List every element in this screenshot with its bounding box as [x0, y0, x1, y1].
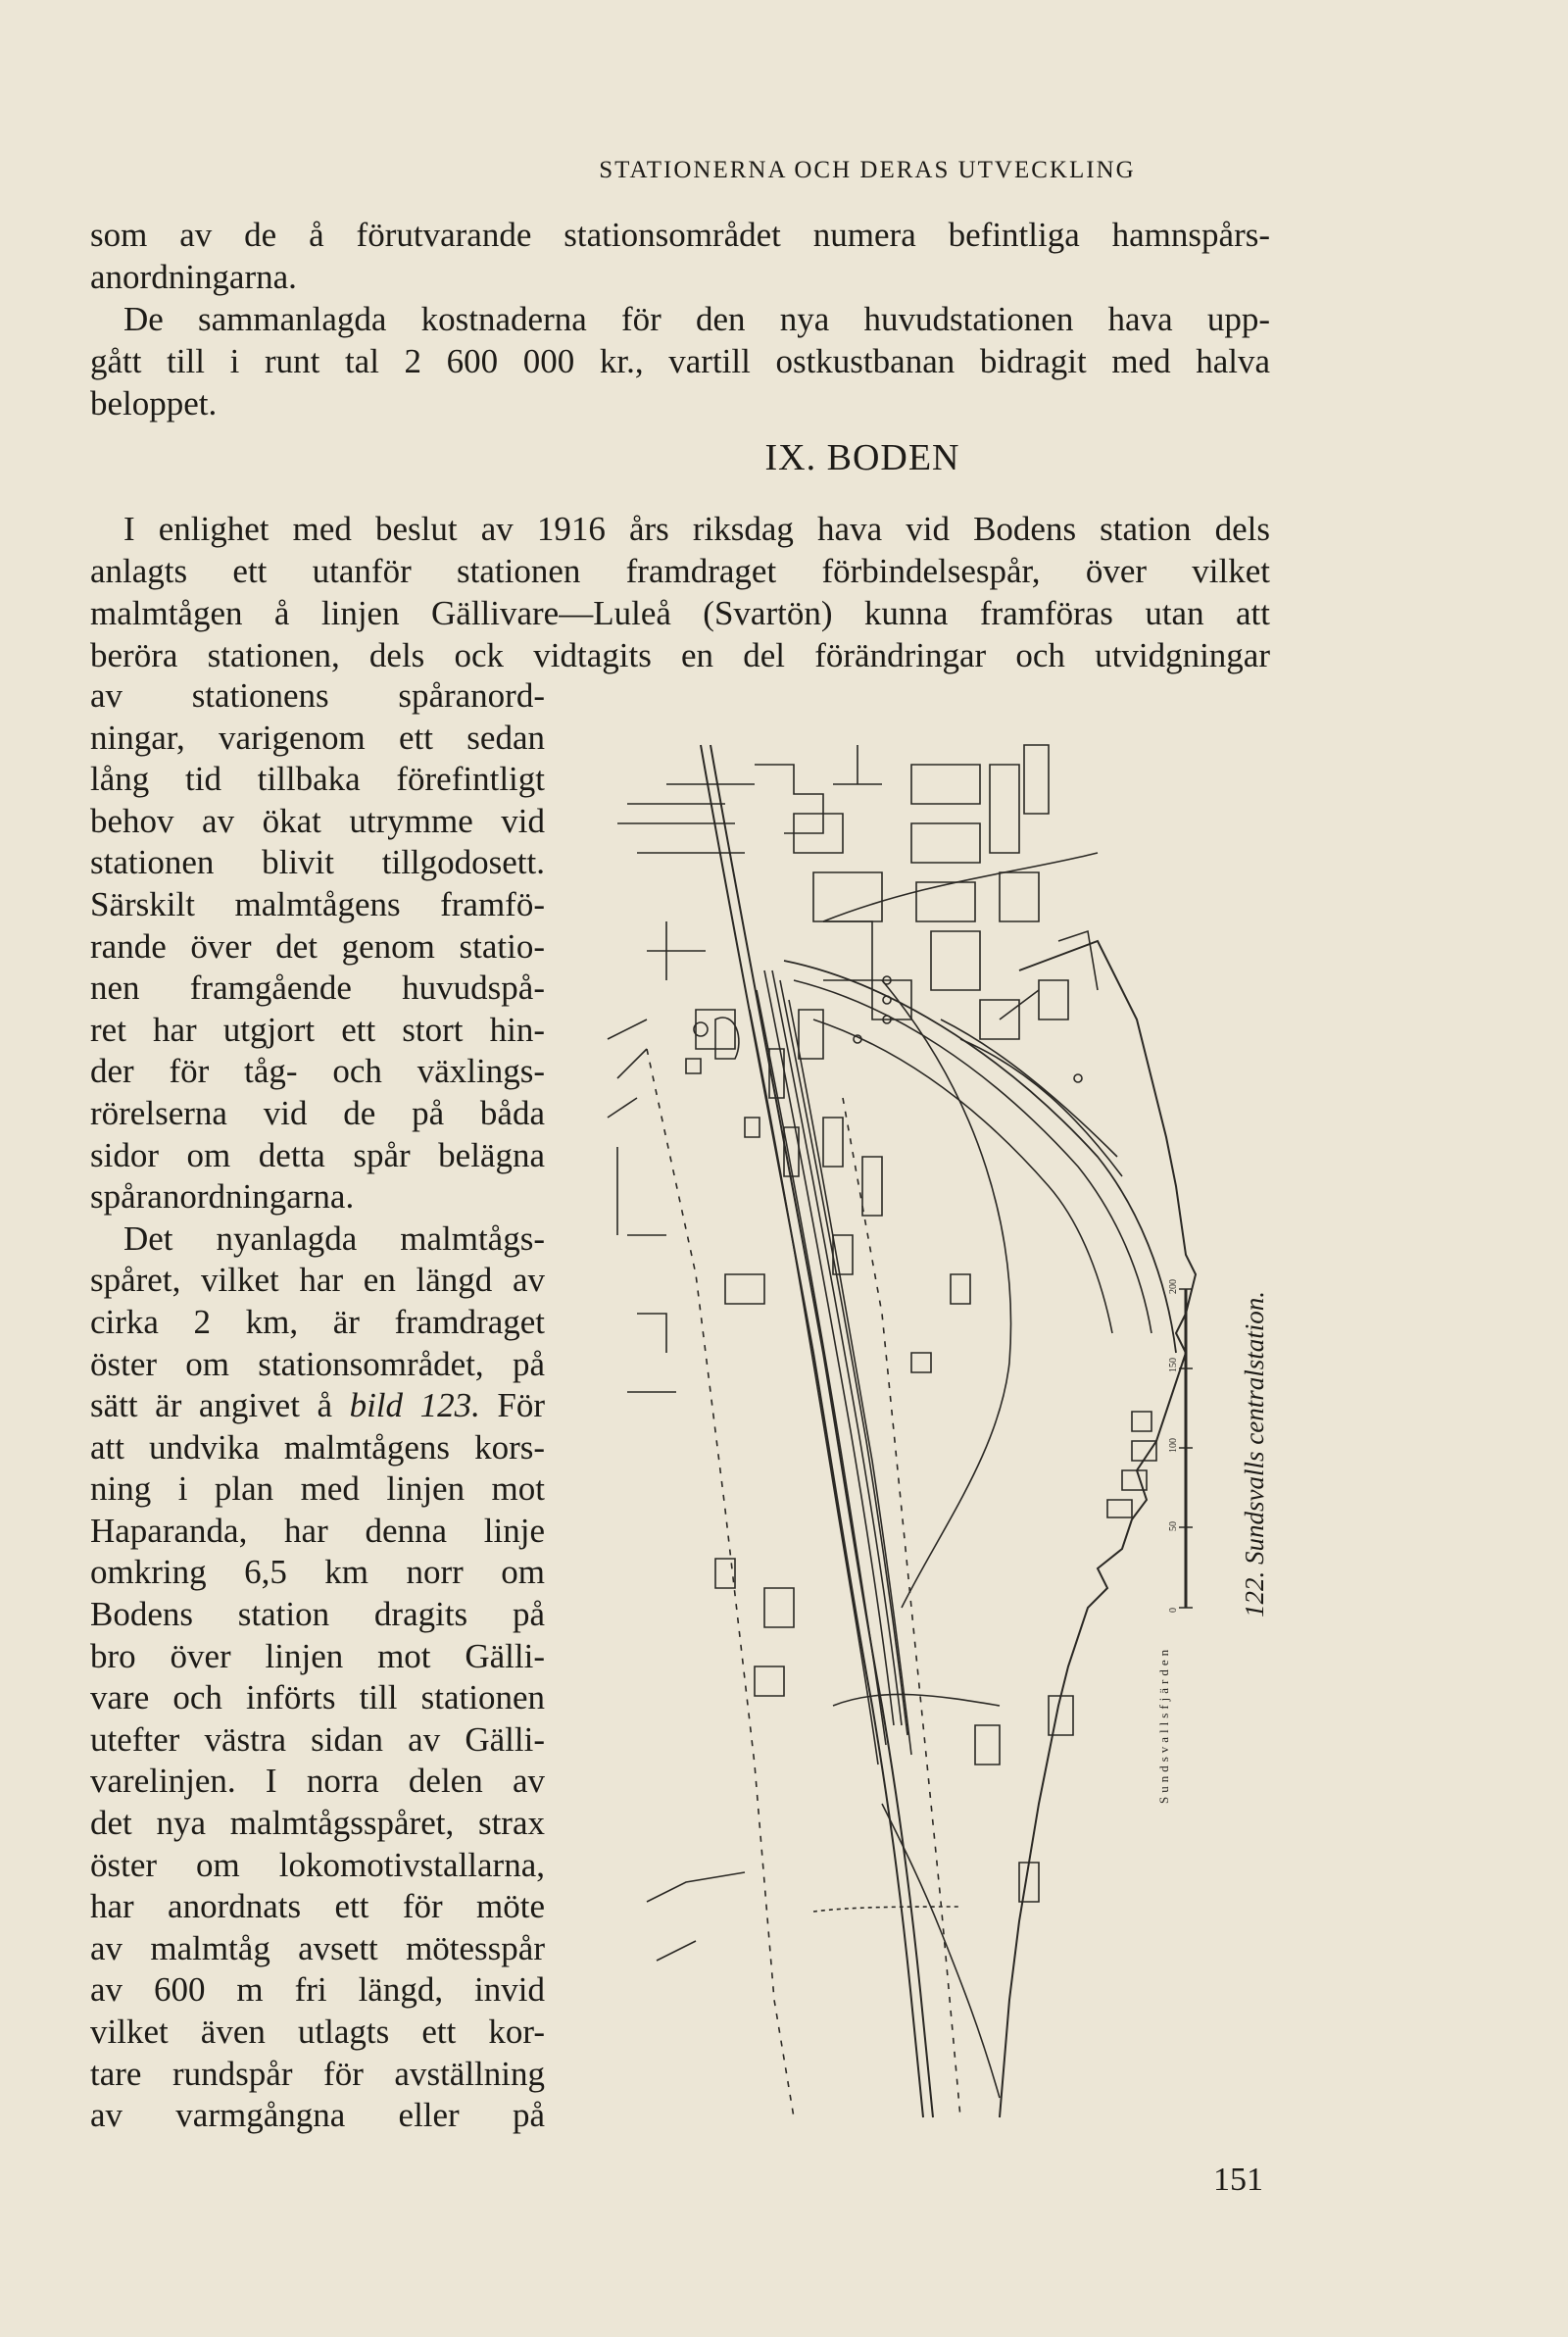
station-map: [588, 725, 1215, 2137]
text-line: att undvika malmtågens kors-: [90, 1427, 545, 1467]
text-line: av stationens spåranord-: [90, 676, 545, 715]
running-head: STATIONERNA OCH DERAS UTVECKLING: [599, 157, 1136, 183]
text-line: av varmgångna eller på: [90, 2096, 545, 2135]
text-line: varelinjen. I norra delen av: [90, 1762, 545, 1801]
section-heading: IX. BODEN: [764, 437, 960, 478]
text-line: vare och införts till stationen: [90, 1678, 545, 1717]
text-line: cirka 2 km, är framdraget: [90, 1302, 545, 1341]
text-line: öster om lokomotivstallarna,: [90, 1845, 545, 1884]
map-water-label: Sundsvallsfjärden: [1156, 1645, 1171, 1804]
text-line: av 600 m fri längd, invid: [90, 1970, 545, 2010]
figure-reference: bild 123.: [349, 1386, 480, 1425]
text-line: der för tåg- och växlings-: [90, 1052, 545, 1091]
cost-paragraph: [90, 298, 1270, 424]
text-line: Det nyanlagda malmtågs-: [123, 1218, 545, 1258]
page-number: 151: [1213, 2162, 1263, 2198]
text-line: öster om stationsområdet, på: [90, 1344, 545, 1383]
text-line: bro över linjen mot Gälli-: [90, 1636, 545, 1675]
text-line: anlagts ett utanför stationen framdraget förbindelsespår, över vilket: [90, 552, 1270, 590]
text-line-with-figure-ref: sätt är angivet å bild 123. För: [90, 1386, 546, 1425]
text-line: det nya malmtågsspåret, strax: [90, 1804, 545, 1843]
text-line: beloppet.: [90, 384, 218, 423]
map-scale-label: 150: [1168, 1358, 1179, 1372]
text-line: utefter västra sidan av Gälli-: [90, 1719, 545, 1759]
text-line: Haparanda, har denna linje: [90, 1511, 545, 1550]
text-line: tare rundspår för avställning: [90, 2054, 545, 2093]
map-scale-bar: [1179, 1289, 1193, 1608]
text-line: anordningarna.: [90, 258, 297, 296]
text-line: av malmtåg avsett mötesspår: [90, 1928, 545, 1967]
figure-caption: 122. Sundsvalls centralstation.: [1240, 1291, 1269, 1617]
text-line: malmtågen å linjen Gällivare—Luleå (Svartön) kunna framföras utan att: [90, 594, 1270, 632]
map-scale-label: 200: [1168, 1279, 1179, 1294]
text-line: De sammanlagda kostnaderna för den nya huvudstationen hava upp-: [123, 300, 1270, 338]
text-line: ning i plan med linjen mot: [90, 1469, 545, 1509]
text-line: spåranordningarna.: [90, 1177, 355, 1217]
text-line: ret har utgjort ett stort hin-: [90, 1010, 545, 1049]
text-line: ningar, varigenom ett sedan: [90, 718, 545, 757]
boden-paragraph-full: [90, 508, 1270, 676]
text-line: nen framgående huvudspå-: [90, 969, 545, 1008]
text-line: beröra stationen, dels ock vidtagits en del förändringar och utvidgningar: [90, 636, 1270, 674]
text-line: sidor om detta spår belägna: [90, 1135, 545, 1174]
map-scale-label: 100: [1168, 1438, 1179, 1453]
text-line: behov av ökat utrymme vid: [90, 801, 545, 840]
text-line: Särskilt malmtågens framfö-: [90, 884, 545, 923]
text-line: gått till i runt tal 2 600 000 kr., vartill ostkustbanan bidragit med halva: [90, 342, 1270, 380]
text-line: spåret, vilket har en längd av: [90, 1261, 545, 1300]
text-line: omkring 6,5 km norr om: [90, 1553, 545, 1592]
text-line: som av de å förutvarande stationsområdet numera befintliga hamnspårs-: [90, 216, 1270, 254]
map-scale-label: 0: [1168, 1608, 1179, 1613]
boden-paragraph-narrow: [90, 675, 545, 2137]
text-line: Bodens station dragits på: [90, 1595, 545, 1634]
text-line: stationen blivit tillgodosett.: [90, 843, 545, 882]
text-line: vilket även utlagts ett kor-: [90, 2013, 545, 2051]
intro-paragraph: [90, 214, 1270, 298]
map-scale-label: 50: [1168, 1521, 1179, 1531]
text-line: har anordnats ett för möte: [90, 1887, 545, 1926]
text-line: rande över det genom statio-: [90, 926, 545, 966]
text-line: lång tid tillbaka förefintligt: [90, 760, 545, 799]
text-line: I enlighet med beslut av 1916 års riksdag hava vid Bodens station dels: [123, 510, 1270, 548]
text-line: rörelserna vid de på båda: [90, 1093, 545, 1132]
